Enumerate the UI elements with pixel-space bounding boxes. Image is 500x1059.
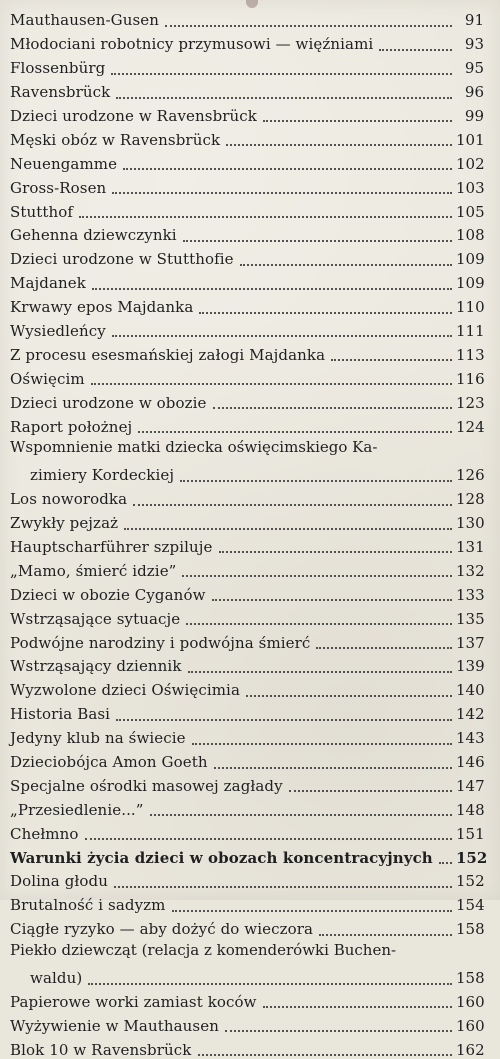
toc-entry <box>10 363 484 387</box>
dot-leader <box>219 541 452 553</box>
toc-entry <box>10 387 484 411</box>
entry-page: 135 <box>456 609 485 628</box>
entry-page: 140 <box>456 681 485 700</box>
entry-page: 132 <box>456 561 485 580</box>
entry-page: 91 <box>464 11 484 30</box>
toc-entry <box>10 5 484 29</box>
toc-entry <box>10 148 484 172</box>
toc-entry <box>10 771 484 795</box>
dot-leader <box>212 589 452 601</box>
entry-title: Gehenna dziewczynki <box>10 226 177 245</box>
entry-last-line <box>10 963 484 987</box>
dot-leader <box>183 230 452 242</box>
entry-title: Chełmno <box>10 824 79 843</box>
dot-leader <box>116 709 452 721</box>
toc-entry <box>10 244 484 268</box>
dot-leader <box>85 828 453 840</box>
dot-leader <box>246 685 452 697</box>
entry-title: Dolina głodu <box>10 872 108 891</box>
toc-entry <box>10 818 484 842</box>
toc-entry <box>10 579 484 603</box>
entry-title: Hauptscharführer szpiluje <box>10 537 213 556</box>
entry-title: Oświęcim <box>10 369 85 388</box>
entry-title: Stutthof <box>10 202 74 221</box>
toc-entry <box>10 723 484 747</box>
toc-entry <box>10 651 484 675</box>
dot-leader <box>192 733 452 745</box>
toc-entry <box>10 555 484 579</box>
entry-title: Jedyny klub na świecie <box>10 729 186 748</box>
toc-entry <box>10 914 484 938</box>
entry-title: Podwójne narodziny i podwójna śmierć <box>10 633 311 652</box>
entry-page: 103 <box>456 178 485 197</box>
entry-page: 96 <box>464 83 484 102</box>
entry-title: Dzieci urodzone w Stutthofie <box>10 250 234 269</box>
dot-leader <box>214 757 452 769</box>
entry-last-line <box>10 460 484 484</box>
entry-page: 108 <box>456 226 485 245</box>
dot-leader <box>92 278 452 290</box>
entry-title: Majdanek <box>10 274 86 293</box>
entry-title: Zwykły pejzaż <box>10 514 119 533</box>
dot-leader <box>213 397 452 409</box>
entry-title: Wstrząsający dziennik <box>10 657 182 676</box>
dot-leader <box>91 373 452 385</box>
entry-page: 109 <box>456 250 485 269</box>
dot-leader <box>114 876 452 888</box>
toc-entry <box>10 196 484 220</box>
toc-entry <box>10 268 484 292</box>
toc-entry <box>10 747 484 771</box>
entry-title: „Mamo, śmierć idzie” <box>10 561 177 580</box>
toc-entry <box>10 484 484 508</box>
dot-leader <box>263 110 452 122</box>
entry-page: 158 <box>456 920 485 939</box>
toc-entry <box>10 987 484 1011</box>
dot-leader <box>172 900 453 912</box>
entry-title: Gross-Rosen <box>10 178 107 197</box>
entry-title: Ciągłe ryzyko — aby dożyć do wieczora <box>10 920 314 939</box>
dot-leader <box>150 804 452 816</box>
entry-page: 109 <box>456 274 485 293</box>
entry-title: Ravensbrück <box>10 83 111 102</box>
entry-page: 93 <box>464 35 484 54</box>
toc-entry-wrapped <box>10 938 484 987</box>
dot-leader <box>133 494 452 506</box>
entry-page: 126 <box>456 466 485 485</box>
entry-title-line-2: waldu) <box>30 969 83 988</box>
toc-entry <box>10 339 484 363</box>
toc-entry <box>10 77 484 101</box>
dot-leader <box>186 613 452 625</box>
entry-page: 133 <box>456 585 485 604</box>
toc-entry <box>10 29 484 53</box>
entry-title: Dzieci urodzone w Ravensbrück <box>10 106 257 125</box>
entry-page: 99 <box>464 106 484 125</box>
entry-page: 101 <box>456 130 485 149</box>
dot-leader <box>165 15 452 27</box>
entry-page: 124 <box>456 417 485 436</box>
entry-title-line-1: Piekło dziewcząt (relacja z komenderówki Buchen- <box>10 940 397 959</box>
entry-title: Wstrząsające sytuacje <box>10 609 181 628</box>
toc-entry <box>10 627 484 651</box>
toc-entry <box>10 124 484 148</box>
dot-leader <box>263 996 452 1008</box>
entry-page: 116 <box>456 369 485 388</box>
toc-entry <box>10 532 484 556</box>
entry-title: Krwawy epos Majdanka <box>10 298 194 317</box>
entry-page: 162 <box>456 1040 485 1059</box>
dot-leader <box>138 421 452 433</box>
entry-title: Neuengamme <box>10 154 118 173</box>
toc-entry <box>10 675 484 699</box>
toc-entry <box>10 316 484 340</box>
toc-entry-wrapped <box>10 435 484 484</box>
toc-entry <box>10 1034 484 1058</box>
entry-title: Historia Basi <box>10 705 111 724</box>
entry-page: 152 <box>456 872 485 891</box>
entry-page: 95 <box>464 59 484 78</box>
entry-page: 113 <box>456 345 485 364</box>
entry-page: 142 <box>456 705 485 724</box>
dot-leader <box>331 349 452 361</box>
entry-page: 110 <box>456 298 485 317</box>
dot-leader <box>240 254 452 266</box>
entry-title: Dzieci w obozie Cyganów <box>10 585 206 604</box>
entry-title: Specjalne ośrodki masowej zagłady <box>10 776 283 795</box>
dot-leader <box>112 182 452 194</box>
dot-leader <box>289 780 452 792</box>
entry-title: Mauthausen-Gusen <box>10 11 160 30</box>
entry-page: 147 <box>456 776 485 795</box>
dot-leader <box>198 1044 453 1056</box>
dot-leader <box>88 973 452 985</box>
entry-page: 154 <box>456 896 485 915</box>
toc-entry <box>10 101 484 125</box>
entry-page: 102 <box>456 154 485 173</box>
toc-entry <box>10 603 484 627</box>
table-of-contents <box>10 5 488 1059</box>
toc-section-heading <box>10 842 488 867</box>
entry-page: 130 <box>456 514 485 533</box>
section-page: 152 <box>456 848 488 867</box>
toc-entry <box>10 794 484 818</box>
dot-leader <box>225 1020 452 1032</box>
entry-page: 158 <box>456 969 485 988</box>
entry-title-line-2: zimiery Kordeckiej <box>30 466 175 485</box>
toc-entry <box>10 1010 484 1034</box>
entry-page: 151 <box>456 824 485 843</box>
entry-title: Wysiedleńcy <box>10 321 106 340</box>
dot-leader <box>180 470 452 482</box>
entry-page: 139 <box>456 657 485 676</box>
entry-title-line-1: Wspomnienie matki dziecka oświęcimskiego Ka- <box>10 438 378 457</box>
dot-leader <box>316 637 452 649</box>
entry-title: Raport położnej <box>10 417 133 436</box>
section-title: Warunki życia dzieci w obozach koncentracyjnych <box>10 848 433 867</box>
toc-entry <box>10 866 484 890</box>
entry-title: Wyżywienie w Mauthausen <box>10 1016 219 1035</box>
dot-leader <box>319 924 452 936</box>
entry-page: 105 <box>456 202 485 221</box>
dot-leader <box>188 661 452 673</box>
dot-leader <box>116 87 452 99</box>
dot-leader <box>199 302 452 314</box>
entry-title: Blok 10 w Ravensbrück <box>10 1040 192 1059</box>
dot-leader <box>439 852 452 864</box>
entry-page: 131 <box>456 537 485 556</box>
entry-title: Los noworodka <box>10 490 128 509</box>
entry-title: Wyzwolone dzieci Oświęcimia <box>10 681 240 700</box>
entry-title: Z procesu esesmańskiej załogi Majdanka <box>10 345 326 364</box>
entry-page: 128 <box>456 490 485 509</box>
entry-title: Męski obóz w Ravensbrück <box>10 130 221 149</box>
dot-leader <box>226 134 452 146</box>
toc-entry <box>10 220 484 244</box>
toc-entry <box>10 292 484 316</box>
entry-page: 111 <box>456 321 485 340</box>
entry-title: Flossenbürg <box>10 59 106 78</box>
toc-entry <box>10 508 484 532</box>
entry-title: Młodociani robotnicy przymusowi — więźniami <box>10 35 374 54</box>
toc-entry <box>10 53 484 77</box>
toc-entry <box>10 411 484 435</box>
entry-page: 160 <box>456 992 485 1011</box>
dot-leader <box>379 39 452 51</box>
entry-page: 137 <box>456 633 485 652</box>
entry-title: „Przesiedlenie...” <box>10 800 144 819</box>
entry-page: 160 <box>456 1016 485 1035</box>
toc-entry <box>10 172 484 196</box>
dot-leader <box>123 158 452 170</box>
entry-page: 146 <box>456 753 485 771</box>
dot-leader <box>182 565 452 577</box>
entry-page: 123 <box>456 393 485 412</box>
entry-page: 148 <box>456 800 485 819</box>
entry-title: Dzieciobójca Amon Goeth <box>10 753 208 771</box>
entry-title: Papierowe worki zamiast koców <box>10 992 257 1011</box>
toc-entry <box>10 890 484 914</box>
entry-page: 143 <box>456 729 485 748</box>
toc-entry <box>10 699 484 723</box>
dot-leader <box>79 206 452 218</box>
dot-leader <box>111 63 452 75</box>
dot-leader <box>112 325 452 337</box>
dot-leader <box>124 518 452 530</box>
entry-title: Dzieci urodzone w obozie <box>10 393 207 412</box>
entry-title: Brutalność i sadyzm <box>10 896 166 915</box>
